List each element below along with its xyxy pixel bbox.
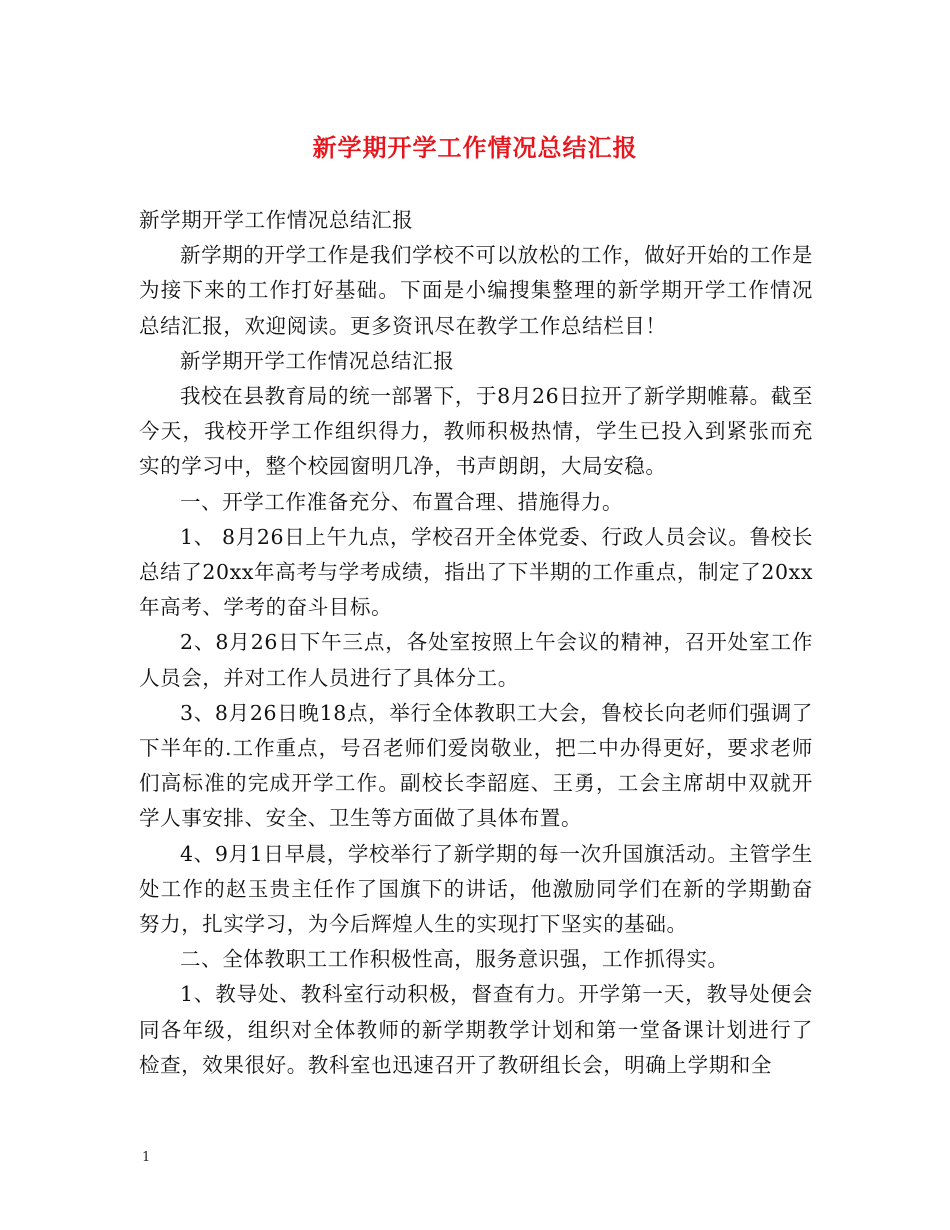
- paragraph: 新学期开学工作情况总结汇报: [180, 348, 455, 373]
- paragraph: 一、开学工作准备充分、布置合理、措施得力。: [180, 489, 624, 514]
- paragraph: 新学期的开学工作是我们学校不可以放松的工作，做好开始的工作是为接下来的工作打好基础。下面是小编搜集整理的新学期开学工作情况总结汇报，欢迎阅读。更多资讯尽在教学工作总结栏目！: [139, 243, 813, 338]
- paragraph: 3、8月26日晚18点，举行全体教职工大会，鲁校长向老师们强调了下半年的.工作重点，号召老师们爱岗敬业，把二中办得更好，要求老师们高标准的完成开学工作。副校长李韶庭、王勇，工会主席胡中双就开学人事安排、安全、卫生等方面做了具体布置。: [139, 700, 813, 831]
- paragraph: 我校在县教育局的统一部署下，于8月26日拉开了新学期帷幕。截至今天，我校开学工作组织得力，教师积极热情，学生已投入到紧张而充实的学习中，整个校园窗明几净，书声朗朗，大局安稳。: [139, 384, 813, 479]
- paragraph: 4、9月1日早晨，学校举行了新学期的每一次升国旗活动。主管学生处工作的赵玉贵主任作了国旗下的讲话，他激励同学们在新的学期勤奋努力，扎实学习，为今后辉煌人生的实现打下坚实的基础。: [139, 841, 813, 937]
- document-title: 新学期开学工作情况总结汇报: [312, 134, 638, 162]
- paragraph: 新学期开学工作情况总结汇报: [139, 208, 414, 232]
- paragraph: 1、 8月26日上午九点，学校召开全体党委、行政人员会议。鲁校长总结了20xx年高考与学考成绩，指出了下半期的工作重点，制定了20xx年高考、学考的奋斗目标。: [139, 524, 813, 620]
- document-body: [139, 203, 813, 1083]
- paragraph: 二、全体教职工工作积极性高，服务意识强，工作抓得实。: [180, 947, 729, 972]
- paragraph: 1、教导处、教科室行动积极，督查有力。开学第一天，教导处便会同各年级，组织对全体教师的新学期教学计划和第一堂备课计划进行了检查，效果很好。教科室也迅速召开了教研组长会，明确上学期和全: [139, 982, 813, 1077]
- paragraph: 2、8月26日下午三点，各处室按照上午会议的精神，召开处室工作人员会，并对工作人员进行了具体分工。: [139, 630, 813, 690]
- page-number: 1: [142, 1150, 151, 1165]
